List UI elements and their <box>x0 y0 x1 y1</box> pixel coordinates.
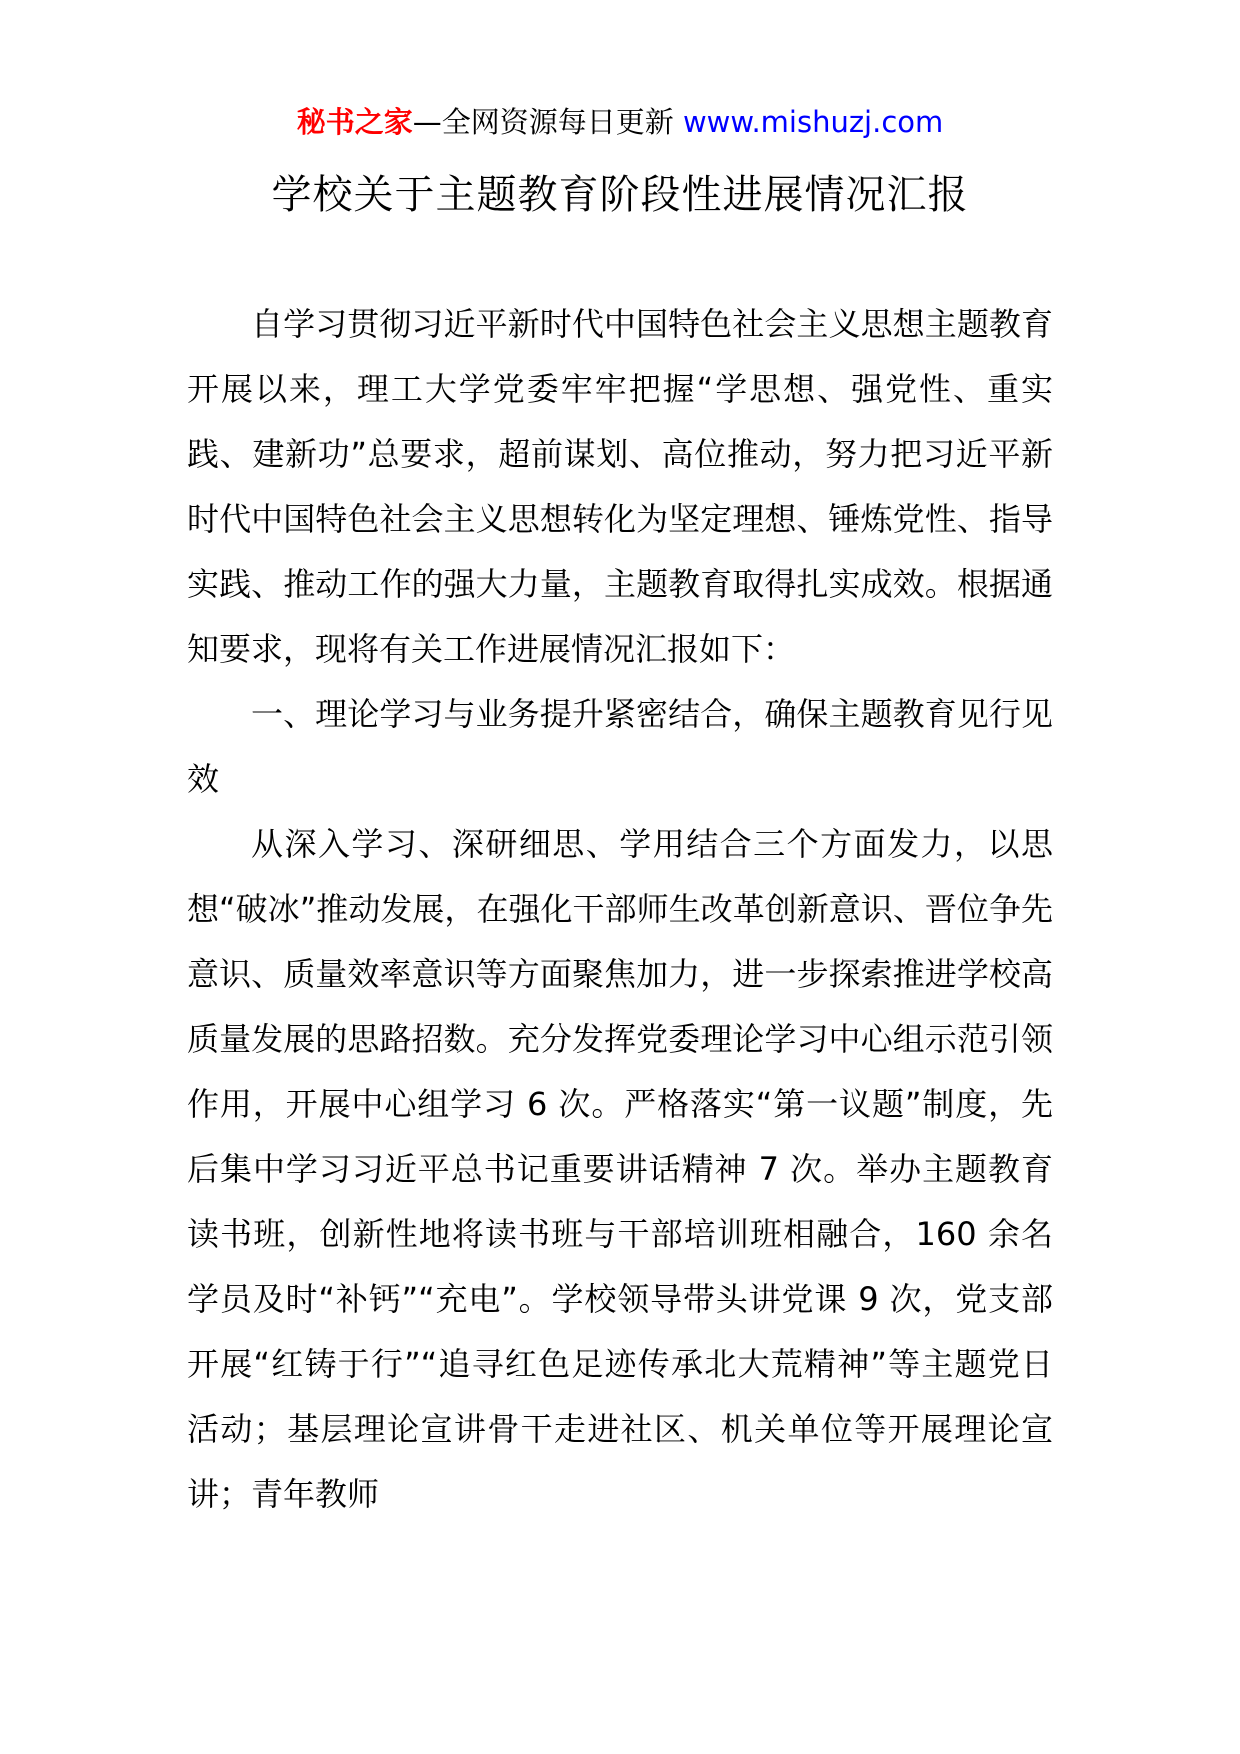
document-title: 学校关于主题教育阶段性进展情况汇报 <box>271 172 969 218</box>
section-heading: 一、理论学习与业务提升紧密结合，确保主题教育见行见效 <box>187 695 1053 798</box>
intro-paragraph: 自学习贯彻习近平新时代中国特色社会主义思想主题教育开展以来，理工大学党委牢牢把握“学思想、强党性、重实践、建新功”总要求，超前谋划、高位推动，努力把习近平新时代中国特色社会主义思想转化为坚定理想、锤炼党性、指导实践、推动工作的强大力量，主题教育取得扎实成效。根据通知要求，现将有关工作进展情况汇报如下： <box>187 305 1053 668</box>
site-header <box>0 102 1240 142</box>
body-paragraph: 从深入学习、深研细思、学用结合三个方面发力，以思想“破冰”推动发展，在强化干部师生改革创新意识、晋位争先意识、质量效率意识等方面聚焦加力，进一步探索推进学校高质量发展的思路招数。充分发挥党委理论学习中心组示范引领作用，开展中心组学习 6 次。严格落实“第一议题”制度，先后集中学习习近平总书记重要讲话精神 7 次。举办主题教育读书班，创新性地将读书班与干部培训班相融合，160 余名学员及时“补钙”“充电”。学校领导带头讲党课 9 次，党支部开展“红铸于行”“追寻红色足迹传承北大荒精神”等主题党日活动；基层理论宣讲骨干走进社区、机关单位等开展理论宣讲；青年教师 <box>187 825 1053 1513</box>
site-brand: 秘书之家 <box>296 105 413 139</box>
document-body <box>187 292 1053 1527</box>
site-url-link[interactable]: www.mishuzj.com <box>682 105 944 139</box>
site-slogan: —全网资源每日更新 <box>412 105 674 139</box>
